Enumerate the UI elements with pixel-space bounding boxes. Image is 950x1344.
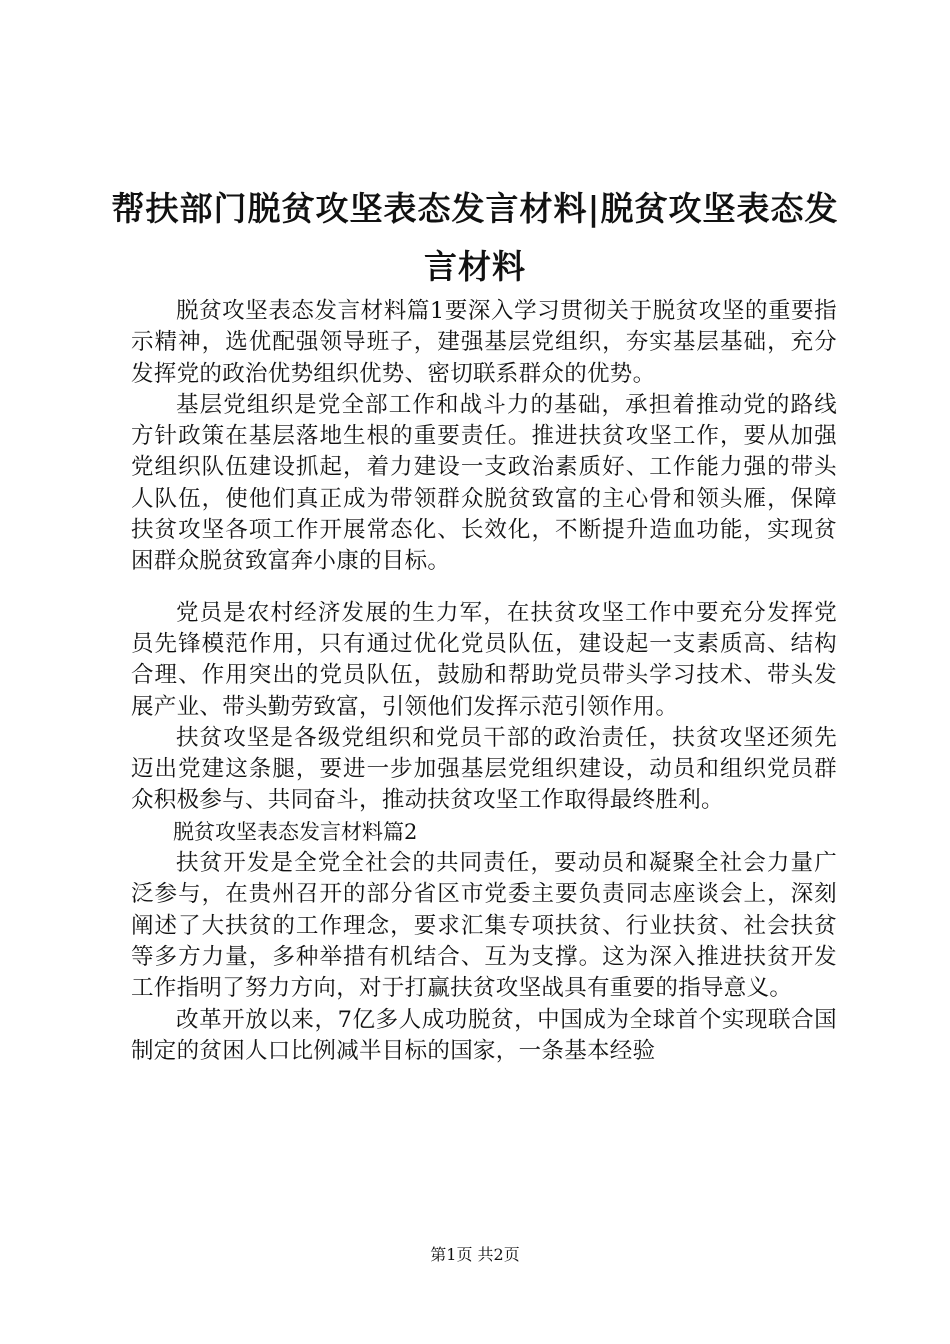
paragraph-5: 扶贫开发是全党全社会的共同责任，要动员和凝聚全社会力量广泛参与，在贵州召开的部分省区市党委主要负责同志座谈会上，深刻阐述了大扶贫的工作理念，要求汇集专项扶贫、行业扶贫、社会扶贫等多方力量，多种举措有机结合、互为支撑。这为深入推进扶贫开发工作指明了努力方向，对于打赢扶贫攻坚战具有重要的指导意义。 [131, 850, 837, 1002]
paragraph-3: 党员是农村经济发展的生力军，在扶贫攻坚工作中要充分发挥党员先锋模范作用，只有通过优化党员队伍，建设起一支素质高、结构合理、作用突出的党员队伍，鼓励和帮助党员带头学习技术、带头发展产业、带头勤劳致富，引领他们发挥示范引领作用。 [131, 599, 837, 720]
section-heading-2: 脱贫攻坚表态发言材料篇2 [173, 819, 418, 844]
paragraph-1: 脱贫攻坚表态发言材料篇1要深入学习贯彻关于脱贫攻坚的重要指示精神，选优配强领导班子，建强基层党组织，夯实基层基础，充分发挥党的政治优势组织优势、密切联系群众的优势。 [131, 298, 837, 387]
paragraph-2: 基层党组织是党全部工作和战斗力的基础，承担着推动党的路线方针政策在基层落地生根的重要责任。推进扶贫攻坚工作，要从加强党组织队伍建设抓起，着力建设一支政治素质好、工作能力强的带头人队伍，使他们真正成为带领群众脱贫致富的主心骨和领头雁，保障扶贫攻坚各项工作开展常态化、长效化，不断提升造血功能，实现贫困群众脱贫致富奔小康的目标。 [131, 391, 837, 575]
paragraph-6: 改革开放以来，7亿多人成功脱贫，中国成为全球首个实现联合国制定的贫困人口比例减半目标的国家，一条基本经验 [131, 1006, 837, 1064]
document-body [131, 296, 837, 1067]
paragraph-4: 扶贫攻坚是各级党组织和党员干部的政治责任，扶贫攻坚还须先迈出党建这条腿，要进一步加强基层党组织建设，动员和组织党员群众积极参与、共同奋斗，推动扶贫攻坚工作取得最终胜利。 [131, 724, 837, 814]
page-number-footer: 第1页 共2页 [430, 1245, 520, 1264]
document-title: 帮扶部门脱贫攻坚表态发言材料|脱贫攻坚表态发言材料 [111, 189, 839, 286]
